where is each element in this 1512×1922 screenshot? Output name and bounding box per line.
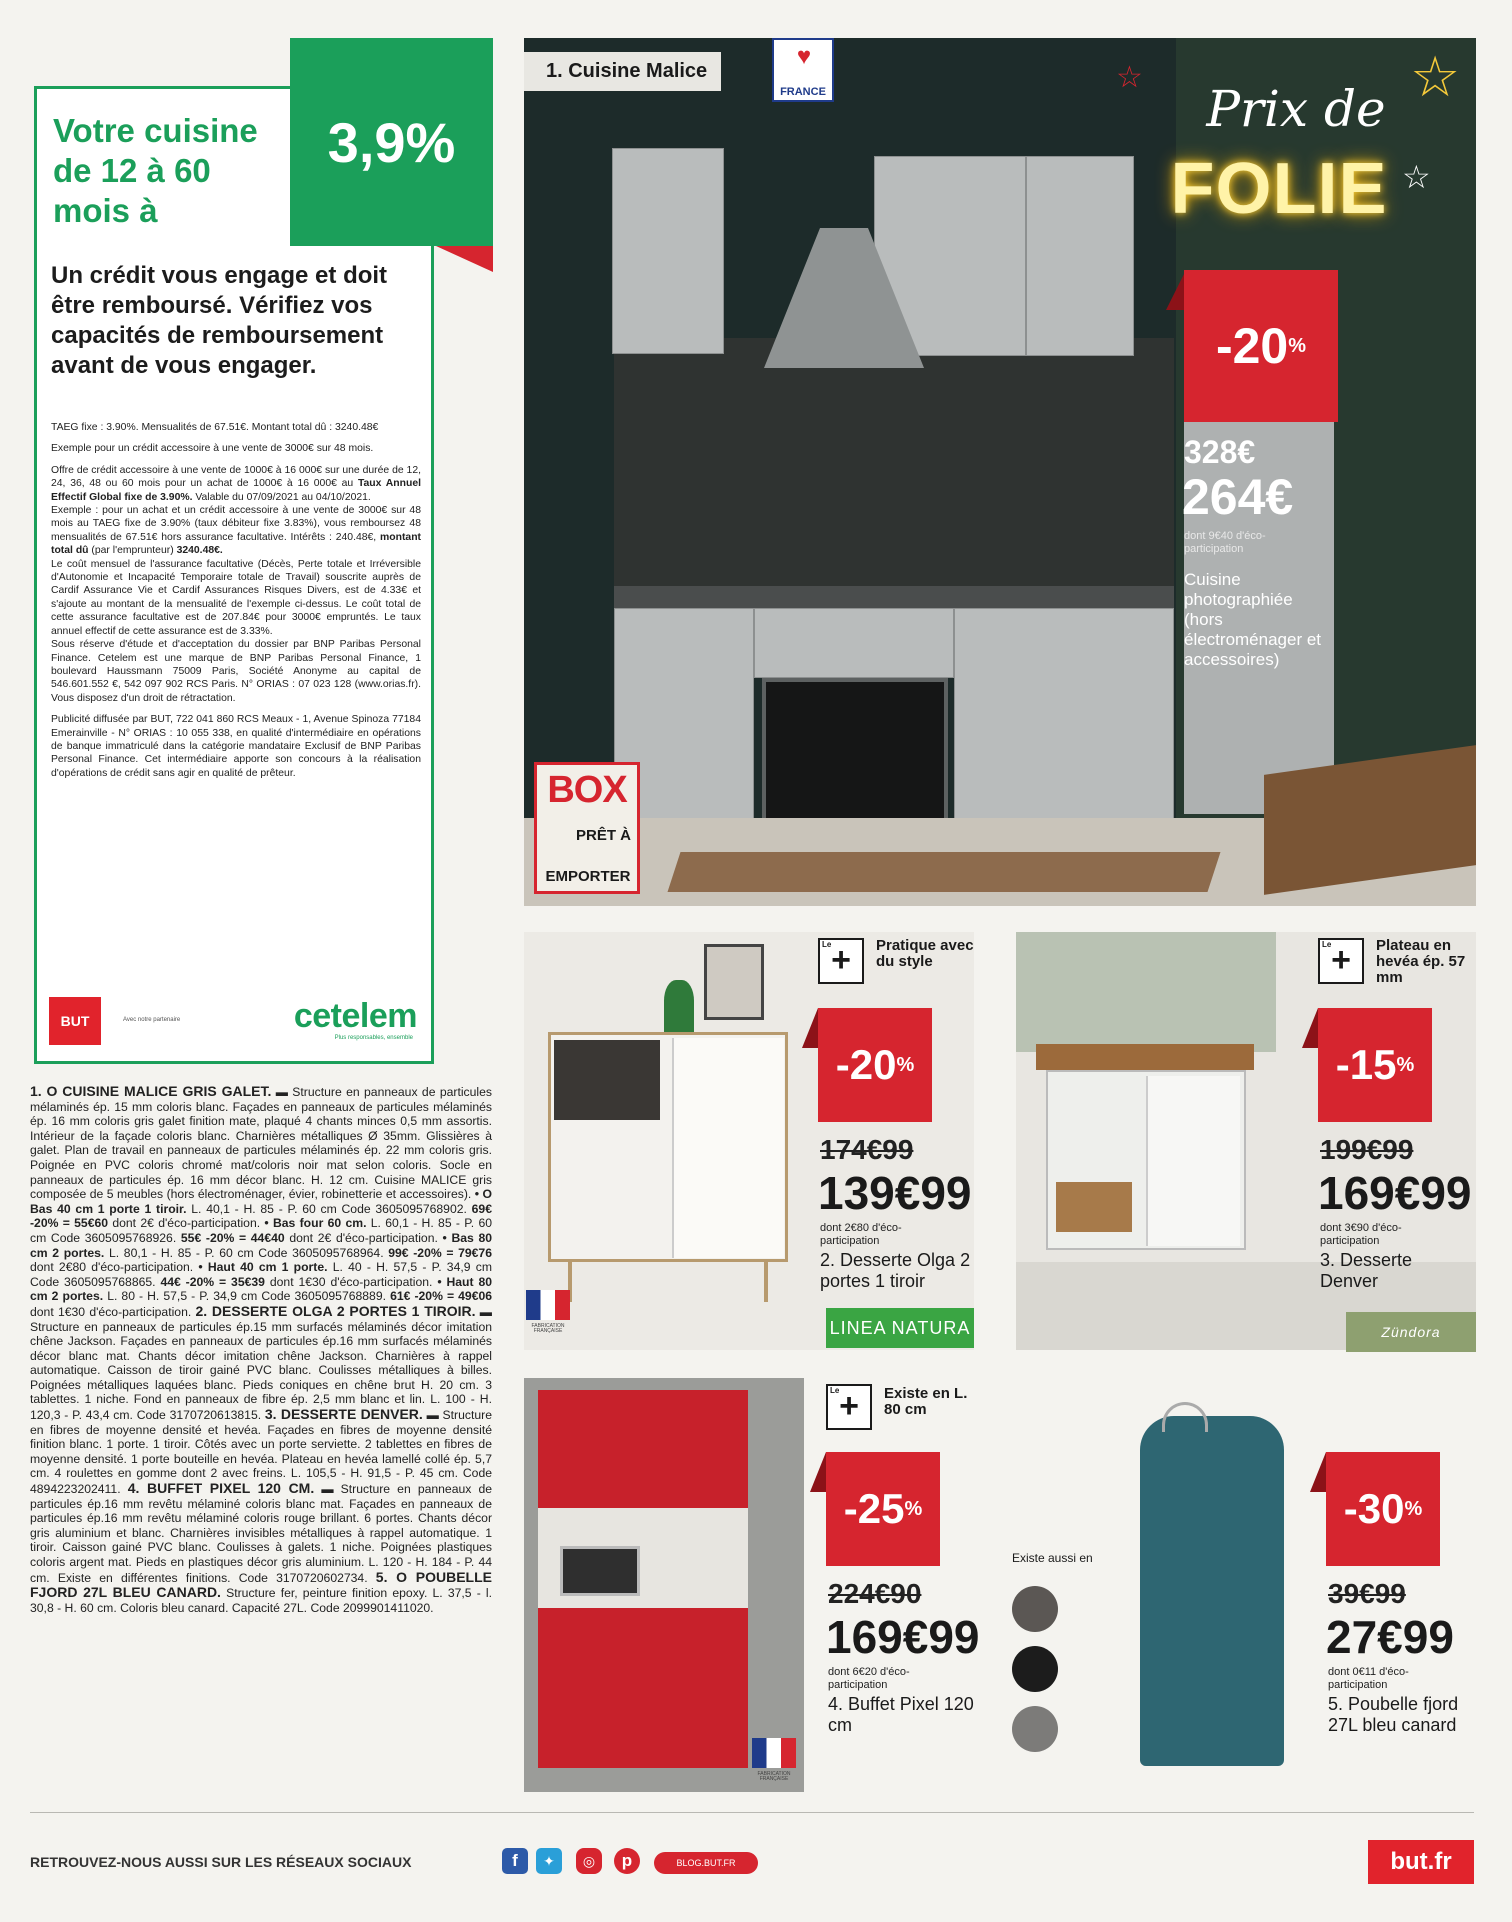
star-icon: ☆ xyxy=(1116,61,1143,94)
worktop xyxy=(614,586,1174,608)
wall-cabinet-left xyxy=(612,148,724,354)
folie-heading: FOLIE xyxy=(1170,149,1388,229)
hero-new-price: 264€ xyxy=(1182,469,1294,525)
sideboard-door xyxy=(672,1038,784,1258)
box-pret-a-emporter: BOX PRÊT À EMPORTER xyxy=(534,762,640,894)
eco-participation: dont 2€80 d'éco-participation xyxy=(820,1222,902,1247)
instagram-icon[interactable]: ◎ xyxy=(576,1848,602,1874)
basket xyxy=(1056,1182,1132,1232)
prix-de-heading: Prix de xyxy=(1206,80,1386,138)
color-swatch-grey[interactable] xyxy=(1012,1586,1058,1632)
buffet-pixel-photo xyxy=(524,1378,804,1792)
hero-caption: Cuisine photographiée (hors électroménager et accessoires) xyxy=(1184,570,1322,669)
twitter-icon[interactable]: ✦ xyxy=(536,1848,562,1874)
color-swatch-silver[interactable] xyxy=(1012,1706,1058,1752)
eco-participation: dont 0€11 d'éco-participation xyxy=(1328,1666,1409,1691)
discount-fold xyxy=(1310,1452,1326,1492)
product-specs: 1. O CUISINE MALICE GRIS GALET. ▬ Structure en panneaux de particules mélaminés ép. 15 mm coloris blanc. Façades en panneaux de particules mélaminés ép. 16 mm coloris gris galet finition mate, plaqué 4 chants minces 0,5 mm assortis. Intérieur de la façade coloris blanc. Charnières métalliques Ø 35mm. Glissières à galet. Plan de travail en panneaux de particules mélaminés ép. 22 mm coloris gris. Poignée en PVC coloris chromé mat/coloris noir mat selon coloris. Socle en panneaux de particules ép. 16 mm décor blanc. H. 12 cm. Cuisine MALICE gris composée de 5 meubles (hors électroménager, évier, robinetterie et accessoires). • O Bas 40 cm 1 porte 1 tiroir. L. 40,1 - H. 85 - P. 60 cm Code 3605095768902. 69€ -20% = 55€60 dont 2€ d'éco-participation. • Bas four 60 cm. L. 60,1 - H. 85 - P. 60 cm Code 3605095768926. 55€ -20% = 44€40 dont 2€ d'éco-participation. • Bas 80 cm 2 portes. L. 80,1 - H. 85 - P. 60 cm Code 3605095768964. 99€ -20% = 79€76 dont 2€80 d'éco-participation. • Haut 40 cm 1 porte. L. 40 - H. 57,5 - P. 34,9 cm Code 3605095768865. 44€ -20% = 35€39 dont 1€30 d'éco-participation. • Haut 80 cm 2 portes. L. 80 - H. 57,5 - P. 34,9 cm Code 3605095768889. 61€ -20% = 49€06 dont 1€30 d'éco-participation. 2. DESSERTE OLGA 2 PORTES 1 TIROIR. ▬ Structure en panneaux de particules ép.15 mm surfacés mélaminés décor imitation chêne Jackson. Façades en panneaux de particules ép.16 mm surfacés mélaminés décor blanc mat. Chants décor imitation chêne Jackson. Charnières à rappel automatique. Caisson de tiroir gainé PVC blanc. Coulisses métalliques à billes. Poignées métalliques laquées blanc. Pieds coniques en chêne brut H. 20 cm. 3 tablettes. 1 niche. Fond en panneaux de fibre ép. 2,5 mm blanc et lin. L. 100 - H. 120,3 - P. 43,4 cm. Code 3170720613815. 3. DESSERTE DENVER. ▬ Structure en fibres de moyenne densité et hevéa. Façades en fibres de moyenne densité finition blanc. 1 porte. 1 tiroir. Côtés avec un porte serviette. 2 tablettes en fibres de moyenne densité. 1 porte bouteille en hevéa. Plateau en hevéa lamellé collé ép. 5,7 cm. 4 roulettes en gomme dont 2 avec freins. L. 105,5 - H. 91,5 - P. 45 cm. Code 4894223202411. 4. BUFFET PIXEL 120 CM. ▬ Structure en panneaux de particules ép.16 mm revêtu mélaminé coloris blanc mat. Façades en panneaux de particules ép.16 mm revêtu mélaminé coloris rouge brillant. 6 portes. Chants décor gris aluminium et blanc. Charnières invisibles métalliques à rappel automatique. 1 tiroir. Caisson gainé PVC blanc. Coulisses à galets. 1 niche. Poignées plastiques coloris argent mat. Pieds en plastiques décor gris aluminium. L. 120 - H. 184 - P. 44 cm. Existe en différentes finitions. Code 3170720602734. 5. O POUBELLE FJORD 27L BLEU CANARD. Structure fer, peinture finition epoxy. L. 37,5 - l. 30,8 - H. 60 cm. Coloris bleu canard. Capacité 27L. Code 2099901411020. xyxy=(30,1083,493,1615)
existe-aussi-label: Existe aussi en xyxy=(1012,1551,1093,1565)
hero-discount-badge: -20 % xyxy=(1184,270,1338,422)
linea-natura-brand: LINEA NATURA xyxy=(826,1308,974,1348)
but-fr-link[interactable]: but.fr xyxy=(1368,1840,1474,1884)
french-flag-icon xyxy=(526,1290,570,1320)
le-plus-text: Pratique avec du style xyxy=(876,937,974,970)
window-view xyxy=(1016,932,1276,1052)
wall-cabinet-right xyxy=(1026,156,1134,356)
rug xyxy=(668,852,1221,892)
cart-door xyxy=(1146,1076,1240,1246)
sideboard-leg xyxy=(764,1262,768,1302)
plant xyxy=(664,980,694,1032)
product-name: 5. Poubelle fjord 27L bleu canard xyxy=(1328,1694,1459,1735)
pinterest-icon[interactable]: p xyxy=(614,1848,640,1874)
facebook-icon[interactable]: f xyxy=(502,1848,528,1874)
blog-link[interactable]: BLOG.BUT.FR xyxy=(654,1852,758,1874)
origine-france-logo: ♥ FRANCE xyxy=(772,38,834,102)
hero-kitchen-photo xyxy=(524,38,1476,906)
discount-badge: -15 % xyxy=(1318,1008,1432,1122)
le-plus-text: Existe en L. 80 cm xyxy=(884,1385,968,1418)
credit-publicity: Publicité diffusée par BUT, 722 041 860 RCS Meaux - 1, Avenue Spinoza 77184 Emerainville - N° ORIAS : 10 055 338, en qualité d'intermédiaire en opérations de banque immatriculé dans la catégorie mandataire Exclusif de BNP Paribas Personal Finance. Cet intermédiaire apporte son concours à la réalisation d'opérations de crédit sans agir en qualité de prêteur. xyxy=(51,714,421,779)
old-price: 174€99 xyxy=(820,1134,914,1165)
eco-participation: dont 6€20 d'éco-participation xyxy=(828,1666,910,1691)
hero-backsplash xyxy=(614,338,1174,588)
product-name: 4. Buffet Pixel 120 cm xyxy=(828,1694,974,1735)
microwave xyxy=(560,1546,640,1596)
product-name: 2. Desserte Olga 2 portes 1 tiroir xyxy=(820,1250,971,1291)
discount-fold xyxy=(810,1452,826,1492)
zundora-brand: Zündora xyxy=(1346,1312,1476,1352)
cetelem-tagline: Plus responsables, ensemble xyxy=(334,1035,413,1041)
credit-legal xyxy=(51,421,421,788)
credit-logos xyxy=(45,997,425,1045)
credit-warning: Un crédit vous engage et doit être remboursé. Vérifiez vos capacités de remboursement avant de vous engager. xyxy=(51,262,388,379)
credit-taeg: TAEG fixe : 3.90%. Mensualités de 67.51€. Montant total dû : 3240.48€ xyxy=(51,422,379,433)
fabrication-francaise-label: FABRICATION FRANÇAISE xyxy=(757,1771,791,1782)
cetelem-logo: cetelem xyxy=(293,997,417,1035)
base-drawer xyxy=(754,608,954,678)
color-swatch-black[interactable] xyxy=(1012,1646,1058,1692)
star-icon: ☆ xyxy=(1410,45,1461,108)
trash-can xyxy=(1140,1416,1284,1766)
buffet-bottom-doors xyxy=(538,1608,748,1768)
buffet-top-doors xyxy=(538,1390,748,1508)
hero-title: 1. Cuisine Malice xyxy=(524,52,721,91)
star-icon: ☆ xyxy=(1402,159,1431,195)
but-logo: BUT xyxy=(49,997,101,1045)
hero-eco-participation: dont 9€40 d'éco-participation xyxy=(1184,530,1266,555)
hero-old-price: 328€ xyxy=(1184,434,1256,470)
new-price: 27€99 xyxy=(1326,1611,1454,1663)
discount-badge: -25 % xyxy=(826,1452,940,1566)
hevea-top xyxy=(1036,1044,1254,1070)
le-plus-text: Plateau en hevéa ép. 57 mm xyxy=(1376,937,1466,986)
rate-badge-fold xyxy=(436,246,493,272)
french-flag-icon xyxy=(752,1738,796,1768)
discount-badge: -30 % xyxy=(1326,1452,1440,1566)
product-name: 3. Desserte Denver xyxy=(1320,1250,1413,1291)
base-cabinet-right xyxy=(954,608,1174,838)
new-price: 139€99 xyxy=(818,1167,972,1219)
footer-social-text: RETROUVEZ-NOUS AUSSI SUR LES RÉSEAUX SOCIAUX xyxy=(30,1854,412,1870)
le-plus-icon: Le + xyxy=(826,1384,872,1430)
le-plus-icon: Le + xyxy=(818,938,864,984)
old-price: 199€99 xyxy=(1320,1134,1414,1165)
le-plus-icon: Le + xyxy=(1318,938,1364,984)
credit-headline: Votre cuisine de 12 à 60 mois à xyxy=(53,112,258,229)
old-price: 224€90 xyxy=(828,1578,922,1609)
old-price: 39€99 xyxy=(1328,1578,1406,1609)
new-price: 169€99 xyxy=(1318,1167,1472,1219)
partner-label: Avec notre partenaire xyxy=(123,1017,181,1023)
credit-example: Exemple pour un crédit accessoire à une vente de 3000€ sur 48 mois. xyxy=(51,443,374,455)
trash-can-handle xyxy=(1162,1402,1208,1432)
discount-badge: -20 % xyxy=(818,1008,932,1122)
rate-badge: 3,9% xyxy=(290,38,493,246)
heart-icon: ♥ xyxy=(796,43,812,70)
credit-offer: Offre de crédit accessoire à une vente de 1000€ à 16 000€ sur une durée de 12, 24, 36, 48 ou 60 mois pour un achat de 1000€ à 16 000€ au Taux Annuel Effectif Global fixe de 3.90%. Valable du 07/09/2021 au 04/10/2021. Exemple : pour un achat et un crédit accessoire à une vente de 3000€ sur 48 mois au TAEG fixe de 3.90% (taux débiteur fixe 3.83%), vous remboursez 48 mensualités de 67.51€ hors assurance facultative. Intérêts : 240.48€, montant total dû (par l'emprunteur) 3240.48€. Le coût mensuel de l'assurance facultative (Décès, Perte totale et Irréversible d'Autonomie et Incapacité Temporaire totale de Travail) souscrite auprès de Cardif Assurance Vie et Cardif Assurances Risques Divers, est de 4.33€ et s'ajoute au montant de la mensualité de l'exemple ci-dessus. Le coût total de cette assurance facultative est de 207.84€ pour 3000€ empruntés. Le taux annuel effectif de cette assurance est de 3.33%. Sous réserve d'étude et d'acceptation du dossier par BNP Paribas Personal Finance. Cetelem est une marque de BNP Paribas Personal Finance, 1 boulevard Haussmann 75009 Paris, Société Anonyme au capital de 546.601.552 €, 542 097 902 RCS Paris. N° ORIAS : 07 023 128 (www.orias.fr). Vous disposez d'un droit de rétractation. xyxy=(51,464,421,704)
fabrication-francaise-label: FABRICATION FRANÇAISE xyxy=(531,1323,565,1334)
eco-participation: dont 3€90 d'éco-participation xyxy=(1320,1222,1402,1247)
footer-divider xyxy=(30,1812,1474,1813)
sideboard-niche xyxy=(554,1040,660,1120)
new-price: 169€99 xyxy=(826,1611,980,1663)
wall-frame xyxy=(704,944,764,1020)
